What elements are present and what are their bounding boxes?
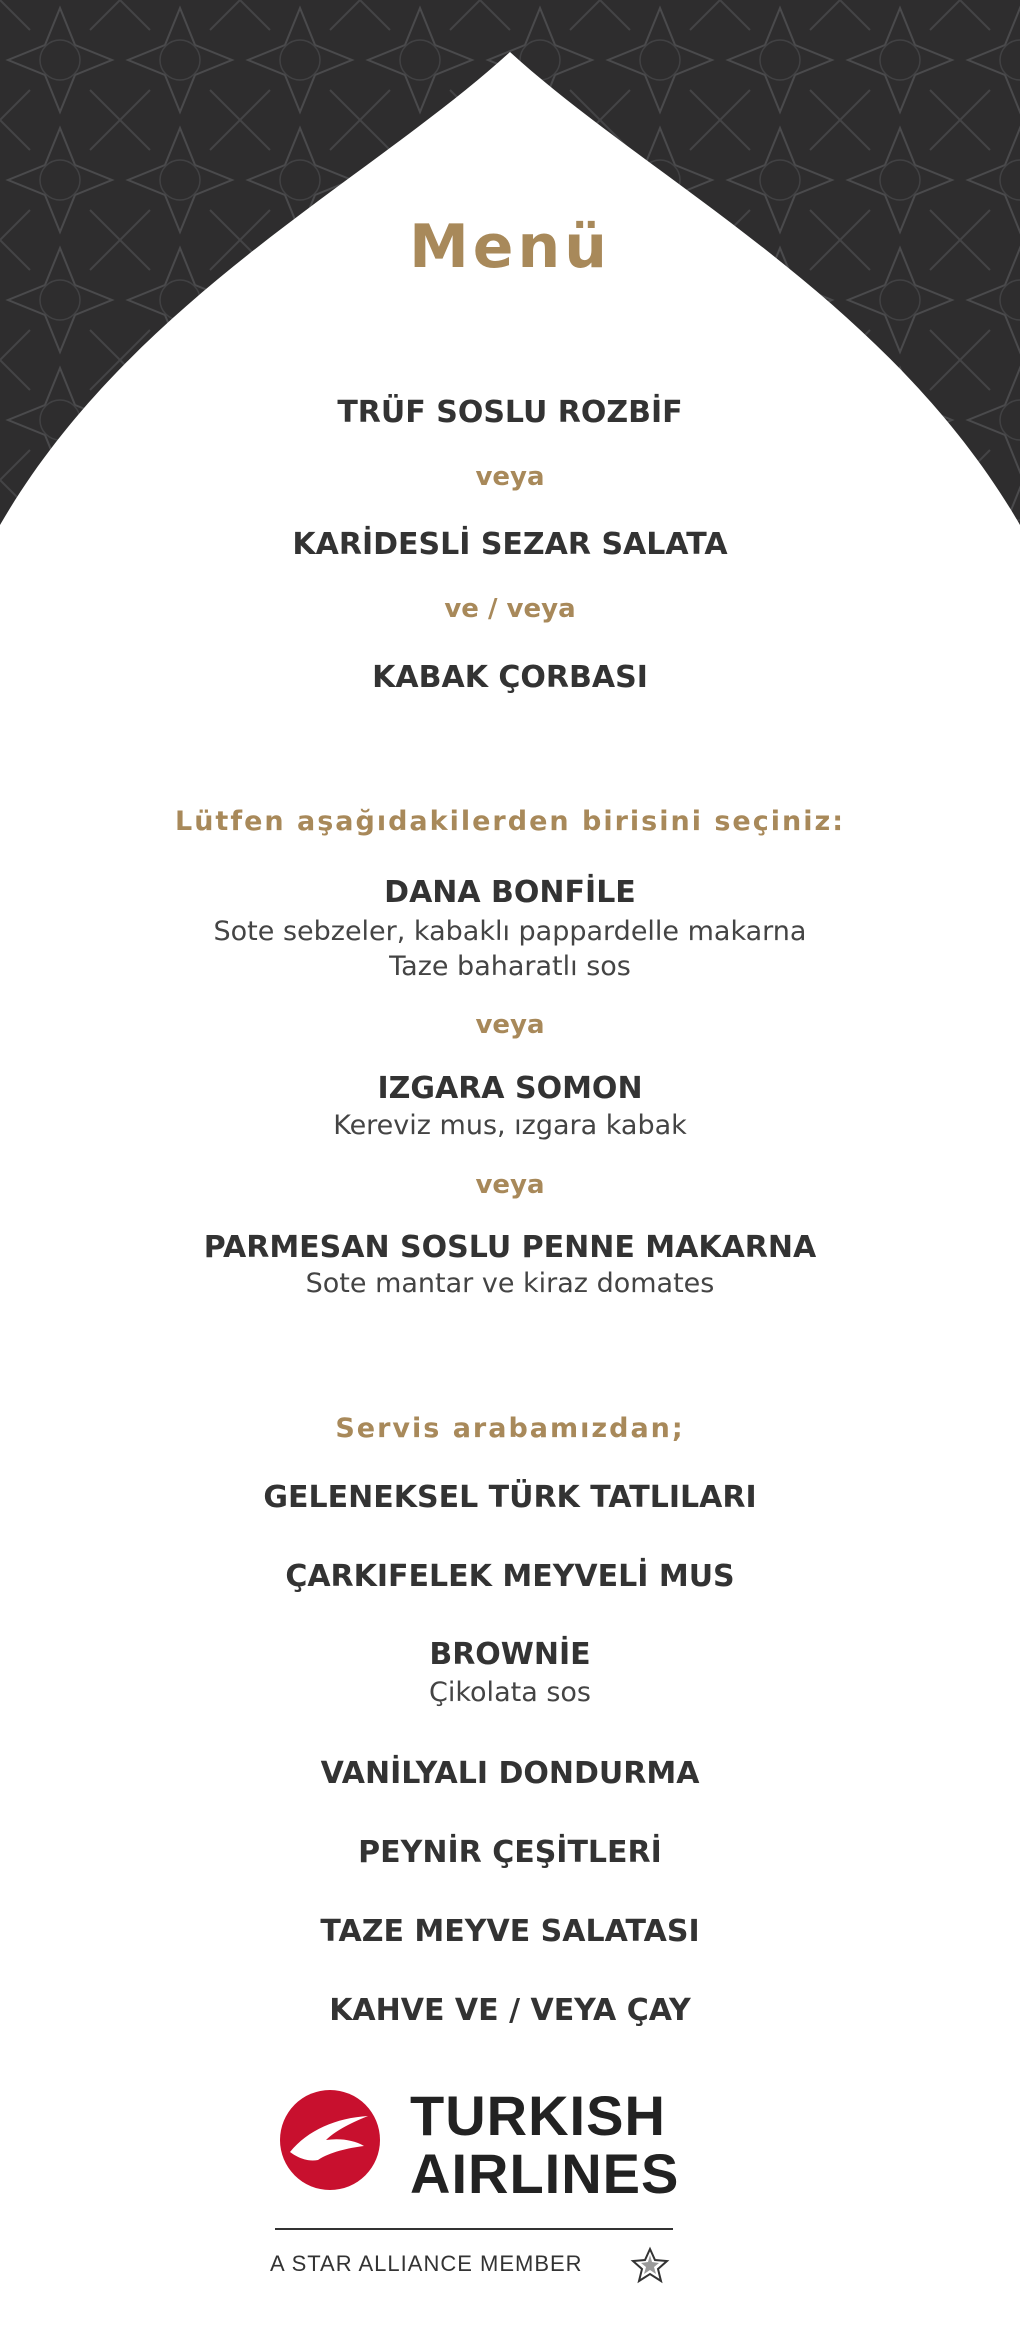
conjunction-text: veya [475,1010,545,1040]
trolley-item: BROWNİE [429,1637,591,1672]
starter-item: KABAK ÇORBASI [372,660,648,695]
mains-heading: Lütfen aşağıdakilerden birisini seçiniz: [175,806,845,837]
trolley-item-description: Çikolata sos [429,1677,591,1708]
main-course-description: Sote mantar ve kiraz domates [305,1268,715,1299]
alliance-tagline: A STAR ALLIANCE MEMBER [270,2251,583,2276]
main-course-description: Sote sebzeler, kabaklı pappardelle makarna [213,916,807,947]
main-course-name: DANA BONFİLE [384,875,636,910]
trolley-item: GELENEKSEL TÜRK TATLILARI [263,1480,757,1515]
trolley-heading: Servis arabamızdan; [335,1413,685,1444]
brand-name-line1: TURKISH [410,2084,666,2147]
trolley-item: TAZE MEYVE SALATASI [320,1914,700,1949]
divider [275,2228,673,2230]
menu-title: Menü [409,212,611,282]
trolley-item: KAHVE VE / VEYA ÇAY [329,1993,691,2028]
conjunction-text: ve / veya [444,594,576,624]
trolley-item: ÇARKIFELEK MEYVELİ MUS [285,1559,735,1594]
main-course-description: Taze baharatlı sos [389,951,631,982]
main-course-description: Kereviz mus, ızgara kabak [333,1110,687,1141]
star-alliance-icon [630,2245,676,2285]
brand-name-line2: AIRLINES [410,2142,680,2205]
starter-item: KARİDESLİ SEZAR SALATA [292,527,728,562]
trolley-item: PEYNİR ÇEŞİTLERİ [358,1835,662,1870]
main-course-name: IZGARA SOMON [377,1071,643,1106]
trolley-item: VANİLYALI DONDURMA [320,1756,700,1791]
main-course-name: PARMESAN SOSLU PENNE MAKARNA [203,1230,817,1265]
conjunction-text: veya [475,462,545,492]
turkish-airlines-bird-icon [278,2088,382,2192]
starter-item: TRÜF SOSLU ROZBİF [337,395,683,430]
conjunction-text: veya [475,1170,545,1200]
